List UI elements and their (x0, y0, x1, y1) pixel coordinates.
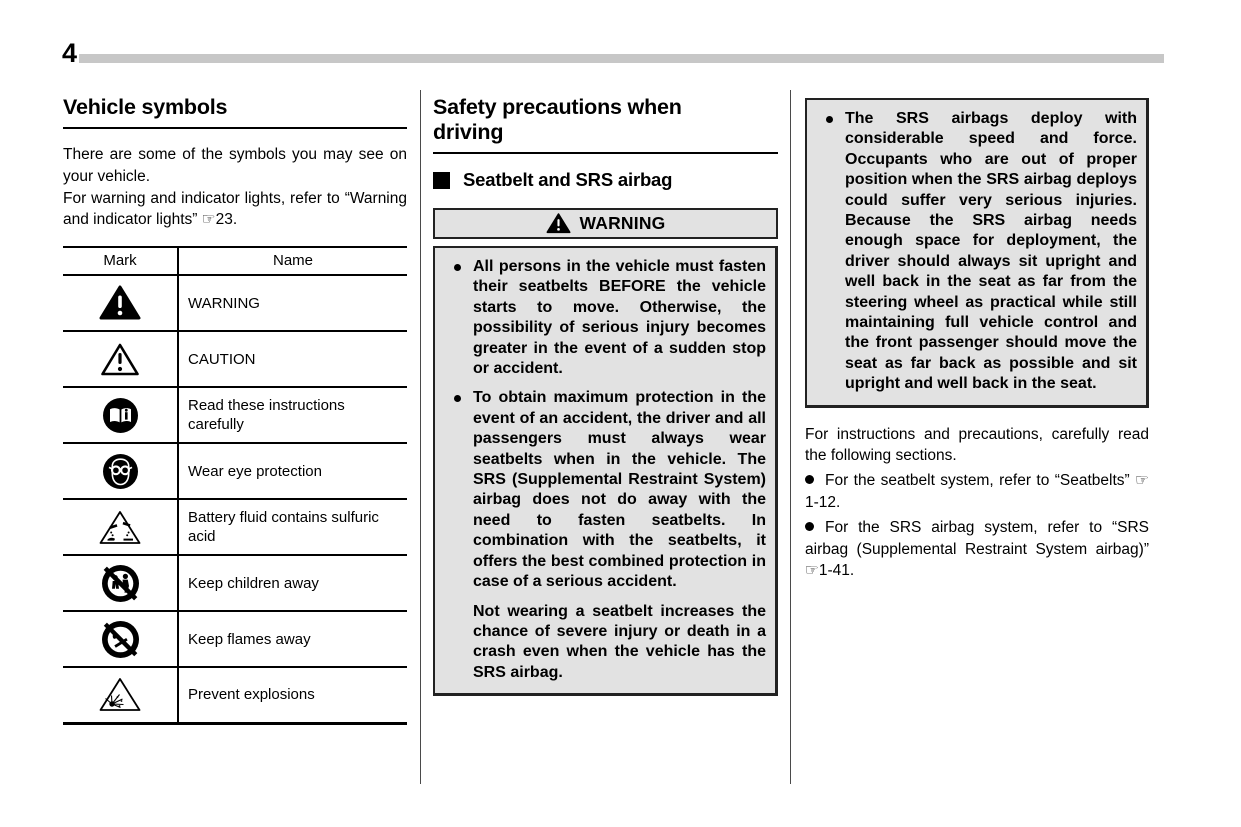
symbol-name: Prevent explosions (178, 667, 407, 723)
bullet-icon (805, 475, 814, 484)
warning-bullet-item: All persons in the vehicle must fasten their seatbelts BEFORE the vehicle starts to move. Otherwise, the possibility of serious injury becomes greater in the event of a sudden stop or accident. (444, 257, 766, 379)
instructions-text (805, 424, 1149, 583)
keep-children-away-icon (101, 564, 140, 603)
warning-triangle-icon (99, 285, 141, 321)
symbol-name: Keep children away (178, 555, 407, 611)
table-row (63, 611, 407, 667)
table-header-row (63, 247, 407, 275)
read-instructions-icon (102, 397, 139, 434)
symbol-name: Keep flames away (178, 611, 407, 667)
table-row (63, 667, 407, 723)
page-number: 4 (62, 38, 78, 68)
warning-triangle-icon (546, 213, 571, 234)
table-row (63, 499, 407, 555)
symbol-name: Battery fluid contains sulfuric acid (178, 499, 407, 555)
table-row (63, 555, 407, 611)
column-divider (420, 90, 421, 784)
square-marker-icon (433, 172, 450, 189)
symbol-name: Read these instructions carefully (178, 387, 407, 443)
bullet-icon (454, 395, 461, 402)
column-divider (790, 90, 791, 784)
warning-bullet-item: To obtain maximum protection in the event of an accident, the driver and all passengers must always wear seatbelts when in the vehicle. The SRS (Supplemental Restraint System) airbag does not do away with the need to fasten seatbelts. In combination with the seatbelts, it offers the best combined protection in case of a serious accident. (444, 388, 766, 592)
bullet-icon (826, 116, 833, 123)
intro-paragraph: For warning and indicator lights, refer to “Warning and indicator lights” ☞23. (63, 189, 407, 229)
bullet-icon (805, 522, 814, 531)
battery-acid-icon (98, 509, 142, 546)
prevent-explosions-icon (98, 676, 142, 713)
section-title: Safety precautions when driving (433, 95, 778, 154)
warning-label: WARNING (579, 213, 666, 233)
section-title: Vehicle symbols (63, 95, 407, 129)
outro-paragraph: For instructions and precautions, carefully read the following sections. (805, 425, 1149, 465)
sub-section-title: Seatbelt and SRS airbag (433, 169, 778, 191)
intro-text (63, 144, 407, 231)
column-header-mark: Mark (63, 247, 178, 275)
vehicle-symbols-table (63, 246, 407, 725)
keep-flames-away-icon (101, 620, 140, 659)
reference-line: For the SRS airbag system, refer to “SRS airbag (Supplemental Restraint System airbag)” ☞1-41. (805, 518, 1149, 580)
bullet-icon (454, 264, 461, 271)
symbol-name: WARNING (188, 294, 260, 312)
table-row (63, 387, 407, 443)
header-rule-bar (79, 54, 1164, 63)
warning-content-box (805, 98, 1149, 408)
reference-line: For the seatbelt system, refer to “Seatbelts” ☞1-12. (805, 472, 1149, 512)
column-header-name: Name (178, 247, 407, 275)
symbol-name: Wear eye protection (178, 443, 407, 499)
srs-airbag-column (805, 95, 1149, 582)
warning-content-box (433, 246, 778, 696)
table-row (63, 275, 407, 331)
warning-title-box (433, 208, 778, 239)
safety-precautions-column (433, 95, 778, 696)
warning-note: Not wearing a seatbelt increases the chance of severe injury or death in a crash even when the vehicle has the SRS airbag. (473, 602, 766, 681)
vehicle-symbols-column (63, 95, 407, 725)
symbol-name: CAUTION (178, 331, 407, 387)
eye-protection-icon (102, 453, 139, 490)
table-row (63, 443, 407, 499)
table-row (63, 331, 407, 387)
caution-triangle-icon (100, 342, 140, 377)
intro-paragraph: There are some of the symbols you may see on your vehicle. (63, 146, 407, 185)
warning-bullet-item: The SRS airbags deploy with considerable speed and force. Occupants who are out of proper position when the SRS airbag deploys could suffer very serious injuries. Because the SRS airbag needs enough space for deployment, the driver should always sit upright and well back in the seat as far from the steering wheel as practical while still maintaining full vehicle control and the front passenger should move the seat as far back as possible and sit upright and well back in the seat. (816, 109, 1137, 395)
